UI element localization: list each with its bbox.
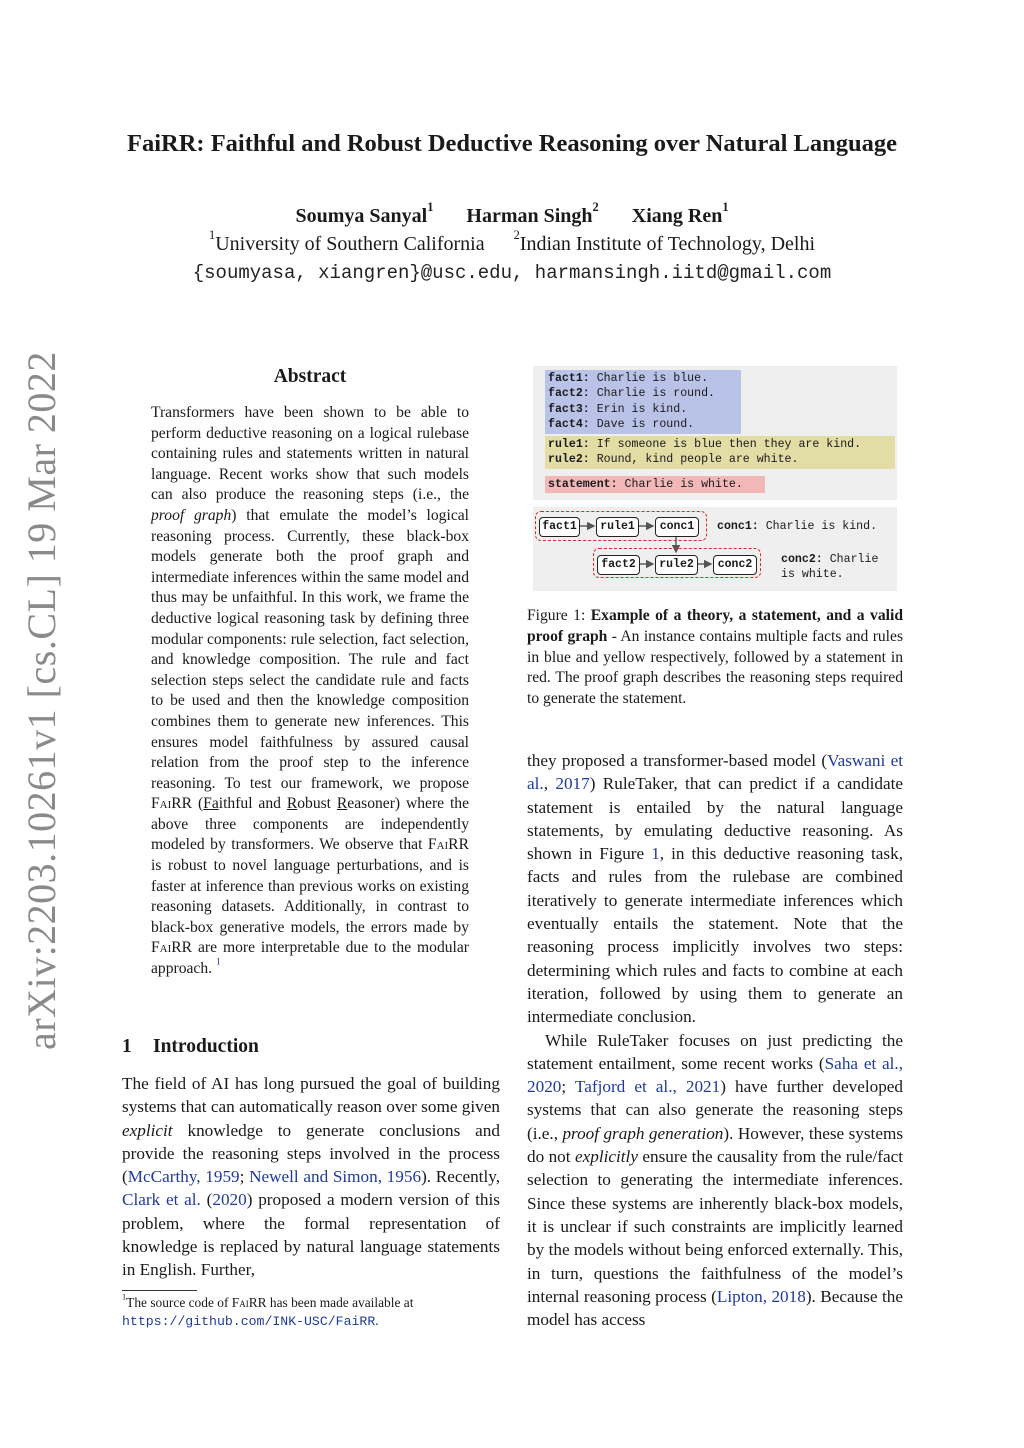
fact-line: fact2: Charlie is round.: [548, 387, 715, 401]
figure-caption: Figure 1: Example of a theory, a statement, and a valid proof graph - An instance contains multiple facts and rules in blue and yellow respectively, followed by a statement in red. The proof graph describes the reasoning steps required to generate the statement.: [527, 607, 904, 708]
rule-line: rule2: Round, kind people are white.: [548, 453, 799, 467]
node-conc2: conc2: [713, 555, 757, 575]
paragraph: While RuleTaker focuses on just predicting the statement entailment, some recent works (Saha et al., 2020; Tafjord et al., 2021) have further developed systems that can also generate the reasoning steps (i.e., proof graph generation). However, these systems do not explicitly ensure the causality from the rule/fact selection to generating the intermediate inferences. Since these systems are inherently black-box models, it is unclear if such constraints are implicitly learned by the models without being enforced externally. This, in turn, questions the faithfulness of the model’s internal reasoning process (Lipton, 2018). Because the model has access: [527, 1030, 904, 1330]
footnote-ref[interactable]: 1: [215, 956, 221, 968]
system-name: FaiRR: [427, 836, 469, 854]
rules-block: [545, 436, 895, 469]
citation-link[interactable]: 2017: [555, 774, 590, 794]
source-code-link[interactable]: https://github.com/INK-USC/FaiRR: [122, 1314, 376, 1329]
author: Xiang Ren$^1$: [631, 199, 729, 227]
section-heading-introduction: 1 Introduction: [122, 1036, 259, 1057]
intro-paragraph: The field of AI has long pursued the goal of building systems that can automatically reason over some given explicit knowledge to generate conclusions and provide the reasoning steps involved in the process (McCarthy, 1959; Newell and Simon, 1956). Recently, Clark et al. (2020) proposed a modern version of this problem, where the formal representation of knowledge is replaced by natural language statements in English. Further,: [122, 1074, 501, 1280]
footnote-divider: [122, 1290, 197, 1291]
conc2-text: conc2: Charlie is white.: [781, 553, 879, 581]
fact-line: fact4: Dave is round.: [548, 418, 695, 432]
abstract-text: Transformers have been shown to be able to perform deductive reasoning on a logical rulebase containing rules and statements written in natural language. Recent works show that such models can also produce the reasoning steps (i.e., the proof graph) that emulate the model’s logical reasoning process. Currently, these black-box models generate both the proof graph and intermediate inferences within the same model and thus may be unfaithful. In this work, we frame the deductive logical reasoning task by defining three modular components: rule selection, fact selection, and knowledge composition. The rule and fact selection steps select the candidate rule and facts to be used and then the knowledge composition combines them to generate new inferences. This ensures model faithfulness by assured causal relation from the proof step to the inference reasoning. To test our framework, we propose FaiRR (Faithful and Robust Reasoner) where the above three components are independently modeled by transformers. We observe that FaiRR is robust to novel language perturbations, and is faster at inference than previous works on existing reasoning datasets. Additionally, in contrast to black-box generative models, the errors made by FaiRR are more interpretable due to the modular approach. $^1$: [151, 404, 469, 978]
statement-block: statement: Charlie is white.: [545, 476, 765, 493]
affiliation: $^2$Indian Institute of Technology, Delhi: [513, 227, 816, 255]
author: Soumya Sanyal$^1$: [295, 199, 434, 227]
paragraph: they proposed a transformer-based model (Vaswani et al., 2017) RuleTaker, that can predict if a candidate statement is entailed by the natural language statements, by emulating deductive reasoning. As shown in Figure 1, in this deductive reasoning task, facts and rules from the rulebase are combined iteratively to generate intermediate inferences which eventually entails the statement. Note that the reasoning process implicitly involves two steps: determining which rules and facts to combine at each iteration, followed by using them to generate an intermediate conclusion.: [527, 751, 904, 1027]
author-emails: {soumyasa, xiangren}@usc.edu, harmansingh.iitd@gmail.com: [192, 262, 832, 284]
abstract-heading: Abstract: [273, 366, 347, 387]
figure-ref-link[interactable]: 1: [651, 844, 660, 864]
citation-link[interactable]: McCarthy, 1959: [127, 1167, 240, 1187]
node-rule1: rule1: [596, 517, 639, 537]
node-rule2: rule2: [655, 555, 698, 575]
citation-link[interactable]: 2020: [212, 1190, 247, 1210]
fact-line: fact1: Charlie is blue.: [548, 372, 709, 385]
citation-link[interactable]: Vaswani et al.: [527, 751, 903, 794]
rule-line: rule1: If someone is blue then they are kind.: [548, 438, 862, 451]
citation-link[interactable]: Clark et al.: [122, 1190, 201, 1210]
system-name: FaiRR: [151, 795, 193, 813]
node-fact1: fact1: [539, 517, 580, 537]
fact-line: fact3: Erin is kind.: [548, 402, 688, 416]
conc1-text: conc1: Charlie is kind.: [717, 520, 878, 533]
paper-title: FaiRR: Faithful and Robust Deductive Reasoning over Natural Language: [127, 130, 897, 157]
right-column-text: [527, 749, 903, 1331]
citation-link[interactable]: Saha et al., 2020: [527, 1053, 904, 1097]
system-name: FaiRR: [151, 939, 193, 957]
facts-block: [545, 370, 741, 434]
affiliation-list: [0, 227, 1024, 256]
node-fact2: fact2: [597, 555, 640, 575]
affiliation: $^1$University of Southern California: [208, 227, 485, 255]
node-conc1: conc1: [655, 517, 699, 537]
citation-link[interactable]: Newell and Simon, 1956: [249, 1167, 422, 1187]
author-list: [0, 199, 1024, 228]
citation-link[interactable]: Tafjord et al., 2021: [574, 1077, 721, 1097]
arxiv-side-stamp: arXiv:2203.10261v1 [cs.CL] 19 Mar 2022: [19, 351, 64, 1050]
footnote: $^1$The source code of FaiRR has been made available at https://github.com/INK-USC/FaiRR.: [122, 1292, 414, 1329]
author: Harman Singh$^2$: [466, 199, 599, 227]
citation-link[interactable]: Lipton, 2018: [716, 1286, 806, 1306]
